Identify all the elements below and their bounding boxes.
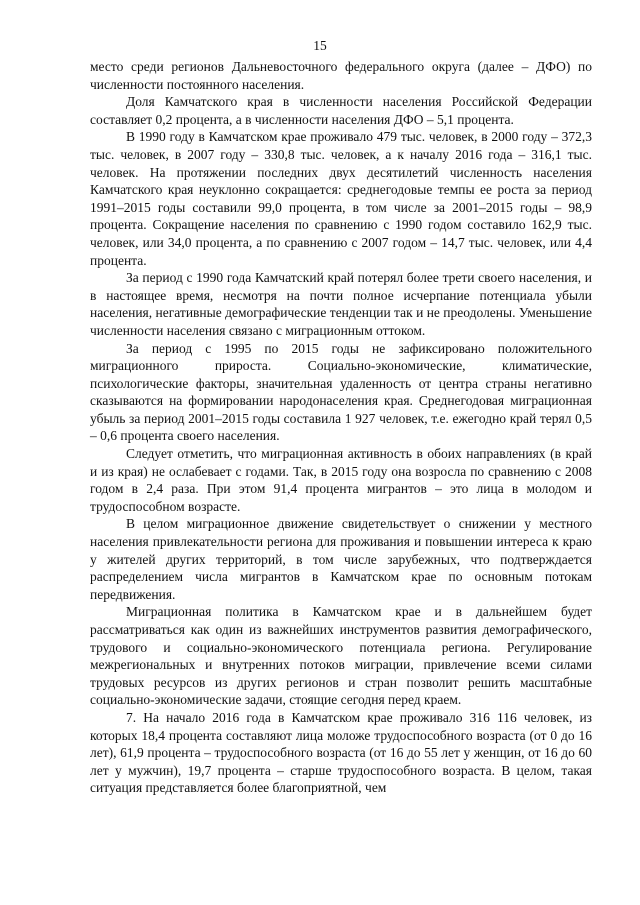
body-text <box>90 58 592 797</box>
paragraph-continuation: место среди регионов Дальневосточного федерального округа (далее – ДФО) по численности постоянного населения. <box>90 59 592 92</box>
paragraph: Доля Камчатского края в численности населения Российской Федерации составляет 0,2 процента, а в численности населения ДФО – 5,1 процента. <box>90 94 592 127</box>
paragraph: В целом миграционное движение свидетельствует о снижении у местного населения привлекательности региона для проживания и повышении интереса к краю у жителей других территорий, в том числе зарубежных, что подтверждается распределением числа мигрантов в Камчатском крае по основным потокам передвижения. <box>90 516 592 602</box>
paragraph: Следует отметить, что миграционная активность в обоих направлениях (в край и из края) не ослабевает с годами. Так, в 2015 году она возросла по сравнению с 2008 годом в 2,4 раза. При этом 91,4 процента мигрантов – это лица в молодом и трудоспособном возрасте. <box>90 446 592 514</box>
paragraph: За период с 1995 по 2015 годы не зафиксировано положительного миграционного прироста. Социально-экономические, климатические, психологические факторы, значительная удаленность от центра страны негативно сказываются на формировании народонаселения края. Среднегодовая миграционная убыль за период 2001–2015 годы составила 1 927 человек, т.е. ежегодно край терял 0,5 – 0,6 процента своего населения. <box>90 340 592 444</box>
paragraph-item-7: 7. На начало 2016 года в Камчатском крае проживало 316 116 человек, из которых 18,4 процента составляют лица моложе трудоспособного возраста (от 0 до 16 лет), 61,9 процента – трудоспособного возраста (от 16 до 55 лет у женщин, от 16 до 60 лет у мужчин), 19,7 процента – старше трудоспособного возраста. В целом, такая ситуация представляется более благоприятной, чем <box>90 709 592 796</box>
page-number: 15 <box>313 38 327 53</box>
paragraph: В 1990 году в Камчатском крае проживало 479 тыс. человек, в 2000 году – 372,3 тыс. человек, в 2007 году – 330,8 тыс. человек, а к началу 2016 года – 316,1 тыс. человек. На протяжении последних двух десятилетий численность населения Камчатского края неуклонно сокращается: среднегодовые темпы ее роста за период 1991–2015 годы составили 99,0 процента, в том числе за 2001–2015 годы – 98,9 процента. Сокращение населения по сравнению с 1990 годом составило 162,9 тыс. человек, или 34,0 процента, а по сравнению с 2007 годом – 14,7 тыс. человек, или 4,4 процента. <box>90 129 592 268</box>
paragraph: За период с 1990 года Камчатский край потерял более трети своего населения, и в настоящее время, несмотря на почти полное исчерпание потенциала убыли населения, негативные демографические тенденции так и не преодолены. Уменьшение численности населения связано с миграционным оттоком. <box>90 270 592 338</box>
paragraph: Миграционная политика в Камчатском крае и в дальнейшем будет рассматриваться как один из важнейших инструментов развития демографического, трудового и социально-экономического потенциала региона. Регулирование межрегиональных и внутренних потоков миграции, привлечение всеми силами трудовых ресурсов из других регионов и стран позволит решить масштабные социально-экономические задачи, стоящие сегодня перед краем. <box>90 604 592 708</box>
